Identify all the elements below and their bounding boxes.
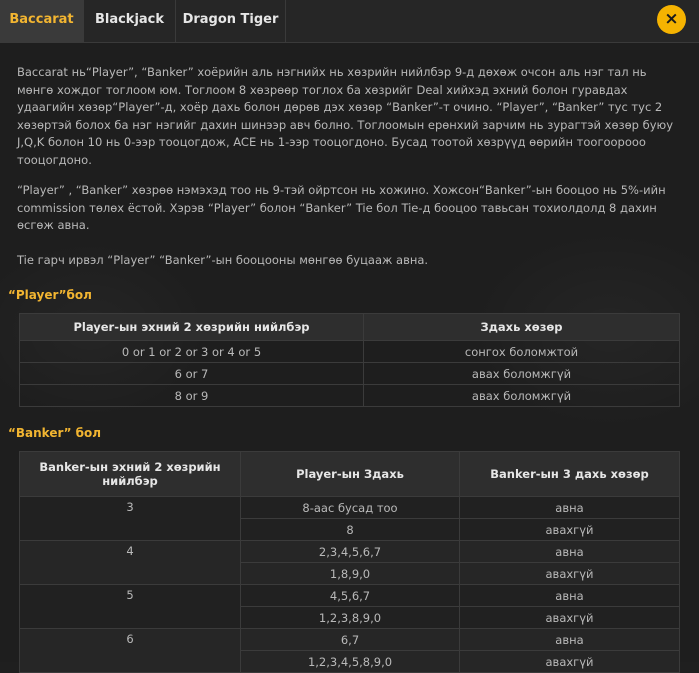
banker-section-title: “Banker” бол — [8, 426, 102, 440]
table-cell: 4,5,6,7 — [241, 585, 460, 607]
table-header: Здахь хөзөр — [364, 314, 680, 341]
tab-dragon-tiger[interactable]: Dragon Tiger — [176, 0, 286, 42]
tab-blackjack[interactable]: Blackjack — [84, 0, 176, 42]
player-section-title: “Player”бол — [8, 288, 92, 302]
table-cell: авахгүй — [460, 651, 680, 673]
table-row — [20, 629, 680, 651]
table-cell: авахгүй — [460, 607, 680, 629]
table-cell: 8-аас бусад тоо — [241, 497, 460, 519]
table-cell: авна — [460, 585, 680, 607]
table-header: Banker-ын эхний 2 хөзрийн нийлбэр — [20, 452, 241, 497]
table-row — [20, 385, 680, 407]
banker-sum-cell: 5 — [20, 585, 241, 629]
table-header-row — [20, 452, 680, 497]
table-cell: сонгох боломжтой — [364, 341, 680, 363]
table-cell: 1,2,3,4,5,8,9,0 — [241, 651, 460, 673]
table-cell: 6,7 — [241, 629, 460, 651]
banker-sum-cell: 4 — [20, 541, 241, 585]
intro-paragraph-2: “Player” , “Banker” хөзрөө нэмэхэд тоо нь 9-тэй ойртсон нь хожино. Хожсон“Banker”-ын бооцоо нь 5%-ийн commission төлөх ёстой. Хэрэв “Player” болон “Banker” Tie бол Tie-д бооцоо тавьсан тохиолдолд 8 дахин өсгөж авна. — [17, 183, 666, 232]
banker-sum-cell: 6 — [20, 629, 241, 673]
table-cell: авна — [460, 629, 680, 651]
table-cell: авах боломжгүй — [364, 385, 680, 407]
table-row — [20, 363, 680, 385]
table-row — [20, 541, 680, 563]
table-cell: 1,8,9,0 — [241, 563, 460, 585]
banker-sum-cell: 3 — [20, 497, 241, 541]
close-icon: × — [664, 9, 679, 29]
table-cell: 8 — [241, 519, 460, 541]
table-header: Player-ын Здахь — [241, 452, 460, 497]
table-cell: 8 or 9 — [20, 385, 364, 407]
table-row — [20, 497, 680, 519]
table-cell: 0 or 1 or 2 or 3 or 4 or 5 — [20, 341, 364, 363]
tab-baccarat[interactable]: Baccarat — [0, 0, 84, 42]
table-row — [20, 341, 680, 363]
rules-content — [0, 43, 699, 669]
intro-paragraph-3: Tie гарч ирвэл “Player” “Banker”-ын бооцооны мөнгөө буцааж авна. — [17, 253, 429, 267]
intro-paragraph-1: Baccarat нь“Player”, “Banker” хоёрийн аль нэгнийх нь хөзрийн нийлбэр 9-д дөхөж очсон аль нэг тал нь мөнгө хождог тоглоом юм. Тоглоом 8 хөзрөөр тоглох ба хөзрийг Deal хийхэд эхний болон гуравдах удаагийн хөзөр“Player”-д, хоёр дахь болон дөрөв дэх хөзөр “Banker”-т очино. “Player”, “Banker” тус тус 2 хөзөртэй болох ба нэг нэгийг дахин шинээр авч болно. Тоглоомын ерөнхий зарчим нь зурагтэй хөзөр буюу J,Q,K болон 10 нь 0-ээр тооцогдож, ACE нь 1-ээр тооцогдоно. Бусад тоотой хөзрүүд өөрийн тоогоорооо тооцогдоно. — [17, 65, 673, 167]
table-cell: авах боломжгүй — [364, 363, 680, 385]
table-cell: авна — [460, 541, 680, 563]
table-cell: авахгүй — [460, 563, 680, 585]
table-cell: авахгүй — [460, 519, 680, 541]
player-rules-table — [19, 313, 680, 407]
game-tabs — [0, 0, 699, 43]
table-header: Banker-ын 3 дахь хөзөр — [460, 452, 680, 497]
table-header-row — [20, 314, 680, 341]
table-cell: 2,3,4,5,6,7 — [241, 541, 460, 563]
table-cell: 1,2,3,8,9,0 — [241, 607, 460, 629]
table-cell: 6 or 7 — [20, 363, 364, 385]
table-cell: авна — [460, 497, 680, 519]
table-row — [20, 585, 680, 607]
table-header: Player-ын эхний 2 хөзрийн нийлбэр — [20, 314, 364, 341]
close-button[interactable] — [657, 5, 686, 34]
banker-rules-table — [19, 451, 680, 673]
